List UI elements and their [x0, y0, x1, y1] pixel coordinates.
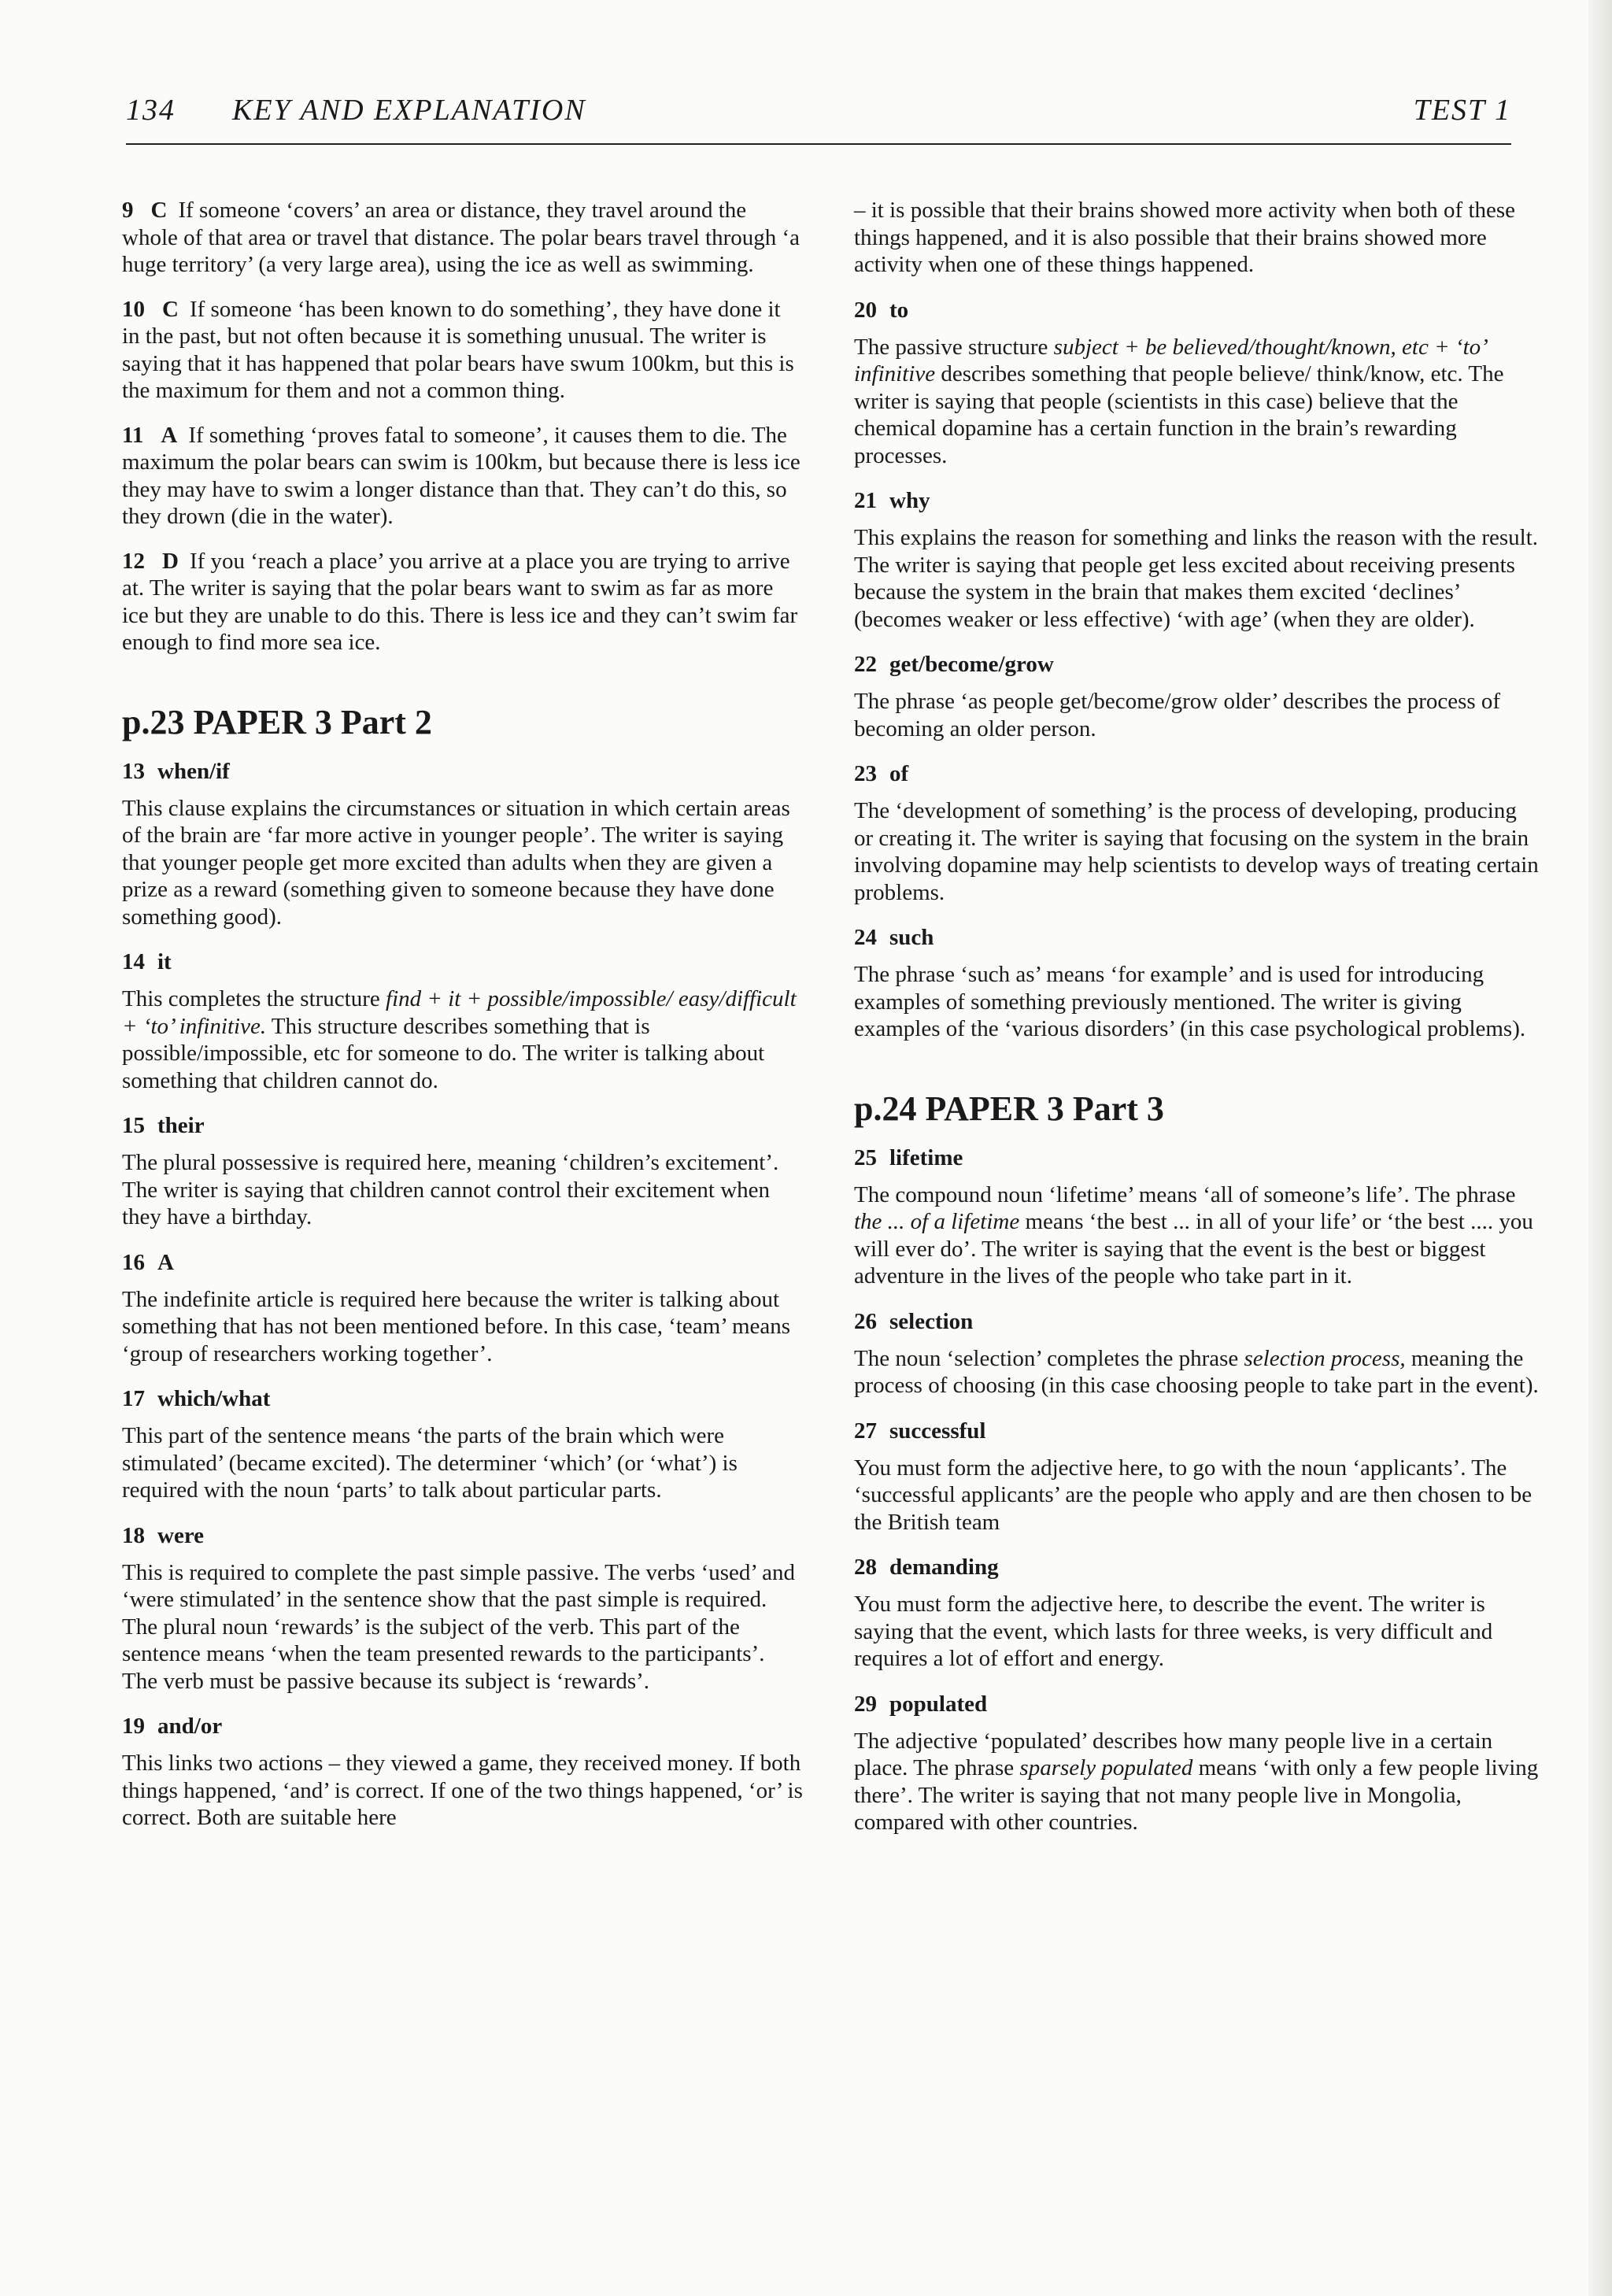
- answer-letter: C: [162, 296, 179, 322]
- section-heading-p24: p.24 PAPER 3 Part 3: [854, 1089, 1164, 1128]
- answer-word: A: [157, 1249, 174, 1275]
- question-number: 26: [854, 1308, 877, 1334]
- answer-24: [854, 923, 1539, 1043]
- question-number: 11: [122, 422, 144, 448]
- answer-word: demanding: [889, 1555, 999, 1580]
- explanation: If you ‘reach a place’ you arrive at a place you are trying to arrive at. The writer is saying that the polar bears want to swim as far as more ice but they are unable to do this. There is less ice and they can’t swim far enough to find more sea ice.: [122, 548, 798, 655]
- page-title: KEY AND EXPLANATION: [232, 94, 586, 127]
- answer-20: [854, 296, 1539, 470]
- explanation: The passive structure subject + be believed/thought/known, etc + ‘to’ infinitive describes something that people believe/ think/know, etc. The writer is saying that people (scientists in this case) believe that the chemical dopamine has a certain function in the brain’s rewarding processes.: [854, 334, 1504, 468]
- answer-16: [122, 1248, 803, 1368]
- explanation: The phrase ‘as people get/become/grow older’ describes the process of becoming an older person.: [854, 689, 1501, 741]
- question-number: 12: [122, 548, 145, 574]
- question-number: 10: [122, 296, 145, 322]
- explanation: The indefinite article is required here because the writer is talking about something that has not been mentioned before. In this case, ‘team’ means ‘group of researchers working together’.: [122, 1286, 791, 1366]
- answer-word: why: [889, 488, 930, 513]
- explanation: You must form the adjective here, to go with the noun ‘applicants’. The ‘successful applicants’ are the people who apply and are then chosen to be the British team: [854, 1455, 1533, 1535]
- explanation: If someone ‘covers’ an area or distance, they travel around the whole of that area or travel that distance. The polar bears travel through ‘a huge territory’ (a very large area), using the ice as well as swimming.: [122, 198, 800, 277]
- section-heading-p23: p.23 PAPER 3 Part 2: [122, 702, 432, 741]
- question-number: 27: [854, 1418, 877, 1444]
- answer-letter: A: [161, 422, 178, 448]
- explanation: This clause explains the circumstances or situation in which certain areas of the brain are ‘far more active in younger people’. The writer is saying that younger people get more excited than adults when they are given a prize as a reward (something given to someone because they have done something good).: [122, 795, 790, 930]
- answer-19: [122, 1712, 803, 1832]
- answer-word: were: [157, 1522, 205, 1548]
- answer-word: their: [157, 1113, 205, 1138]
- question-number: 29: [854, 1691, 877, 1717]
- test-label: TEST 1: [1413, 94, 1511, 127]
- question-number: 20: [854, 297, 877, 323]
- explanation: If something ‘proves fatal to someone’, it causes them to die. The maximum the polar bears can swim is 100km, but because there is less ice they may have to swim a longer distance than that. They can’t do this, so they drown (die in the water).: [122, 422, 800, 529]
- question-number: 14: [122, 949, 145, 974]
- page-number: 134: [126, 94, 176, 127]
- explanation: – it is possible that their brains showed more activity when both of these things happened, and it is also possible that their brains showed more activity when one of these things happened.: [854, 198, 1516, 277]
- answer-letter: C: [150, 198, 168, 223]
- answer-26: [854, 1307, 1539, 1399]
- answer-19-continued: [854, 197, 1539, 279]
- explanation: This is required to complete the past simple passive. The verbs ‘used’ and ‘were stimulated’ in the sentence show that the past simple is required. The plural noun ‘rewards’ is the subject of the verb. This part of the sentence means ‘when the team presented rewards to the participants’. The verb must be passive because its subject is ‘rewards’.: [122, 1559, 796, 1694]
- answer-25: [854, 1144, 1539, 1290]
- answer-27: [854, 1417, 1539, 1536]
- question-number: 22: [854, 652, 877, 677]
- page-edge-shadow: [1588, 0, 1612, 2296]
- answer-18: [122, 1521, 803, 1695]
- answer-22: [854, 650, 1539, 742]
- explanation: You must form the adjective here, to describe the event. The writer is saying that the event, which lasts for three weeks, is very difficult and requires a lot of effort and energy.: [854, 1592, 1493, 1671]
- question-number: 13: [122, 758, 145, 784]
- page-header: [126, 93, 1511, 145]
- question-number: 21: [854, 488, 877, 513]
- answer-word: it: [157, 949, 172, 974]
- explanation: If someone ‘has been known to do something’, they have done it in the past, but not often because it is something unusual. The writer is saying that it has happened that polar bears have swum 100km, but this is the maximum for them and not a common thing.: [122, 296, 794, 403]
- explanation: This part of the sentence means ‘the parts of the brain which were stimulated’ (became excited). The determiner ‘which’ (or ‘what’) is required with the noun ‘parts’ to talk about particular parts.: [122, 1423, 738, 1503]
- question-number: 25: [854, 1144, 877, 1170]
- answer-15: [122, 1111, 803, 1231]
- answer-29: [854, 1690, 1539, 1836]
- question-number: 15: [122, 1113, 145, 1138]
- answer-word: selection: [889, 1308, 974, 1334]
- left-column: [122, 197, 803, 1849]
- answer-word: successful: [889, 1418, 986, 1444]
- question-number: 24: [854, 925, 877, 950]
- explanation: The ‘development of something’ is the process of developing, producing or creating it. The writer is saying that focusing on the system in the brain involving dopamine may help scientists to develop ways of treating certain problems.: [854, 798, 1539, 905]
- answer-letter: D: [162, 548, 179, 574]
- question-number: 19: [122, 1714, 145, 1739]
- answer-word: when/if: [157, 758, 230, 784]
- answer-word: populated: [889, 1691, 988, 1717]
- answer-word: such: [889, 925, 934, 950]
- answer-10: [122, 296, 803, 405]
- answer-word: and/or: [157, 1714, 223, 1739]
- answer-21: [854, 486, 1539, 633]
- answer-word: get/become/grow: [889, 652, 1054, 677]
- right-column: [854, 197, 1539, 1854]
- question-number: 23: [854, 761, 877, 786]
- explanation: The adjective ‘populated’ describes how many people live in a certain place. The phrase sparsely populated means ‘with only a few people living there’. The writer is saying that not many people live in Mongolia, compared with other countries.: [854, 1728, 1539, 1835]
- answer-11: [122, 422, 803, 531]
- answer-17: [122, 1385, 803, 1504]
- answer-word: of: [889, 761, 909, 786]
- answer-word: which/what: [157, 1386, 271, 1411]
- explanation: This explains the reason for something and links the reason with the result. The writer is saying that people get less excited about receiving presents because the system in the brain that makes them excited ‘declines’ (becomes weaker or less effective) ‘with age’ (when they are older).: [854, 525, 1539, 632]
- answer-word: lifetime: [889, 1144, 963, 1170]
- question-number: 18: [122, 1522, 145, 1548]
- question-number: 9: [122, 198, 134, 223]
- answer-9: [122, 197, 803, 279]
- answer-12: [122, 548, 803, 656]
- explanation: The noun ‘selection’ completes the phrase selection process, meaning the process of choosing (in this case choosing people to take part in the event).: [854, 1345, 1539, 1398]
- question-number: 17: [122, 1386, 145, 1411]
- explanation: This links two actions – they viewed a game, they received money. If both things happened, ‘and’ is correct. If one of the two things happened, ‘or’ is correct. Both are suitable here: [122, 1751, 803, 1830]
- explanation: The phrase ‘such as’ means ‘for example’ and is used for introducing examples of something previously mentioned. The writer is giving examples of the ‘various disorders’ (in this case psychological problems).: [854, 962, 1526, 1041]
- answer-word: to: [889, 297, 909, 323]
- explanation: The plural possessive is required here, meaning ‘children’s excitement’. The writer is saying that children cannot control their excitement when they have a birthday.: [122, 1150, 779, 1229]
- question-number: 16: [122, 1249, 145, 1275]
- explanation: The compound noun ‘lifetime’ means ‘all of someone’s life’. The phrase the ... of a lifetime means ‘the best ... in all of your life’ or ‘the best .... you will ever do’. The writer is saying that the event is the best or biggest adventure in the lives of the people who take part in it.: [854, 1181, 1533, 1288]
- explanation: This completes the structure find + it + possible/impossible/ easy/difficult + ‘to’ infinitive. This structure describes something that is possible/impossible, etc for someone to do. The writer is talking about something that children cannot do.: [122, 986, 797, 1093]
- answer-13: [122, 757, 803, 931]
- answer-14: [122, 948, 803, 1094]
- answer-28: [854, 1553, 1539, 1673]
- question-number: 28: [854, 1555, 877, 1580]
- answer-23: [854, 760, 1539, 906]
